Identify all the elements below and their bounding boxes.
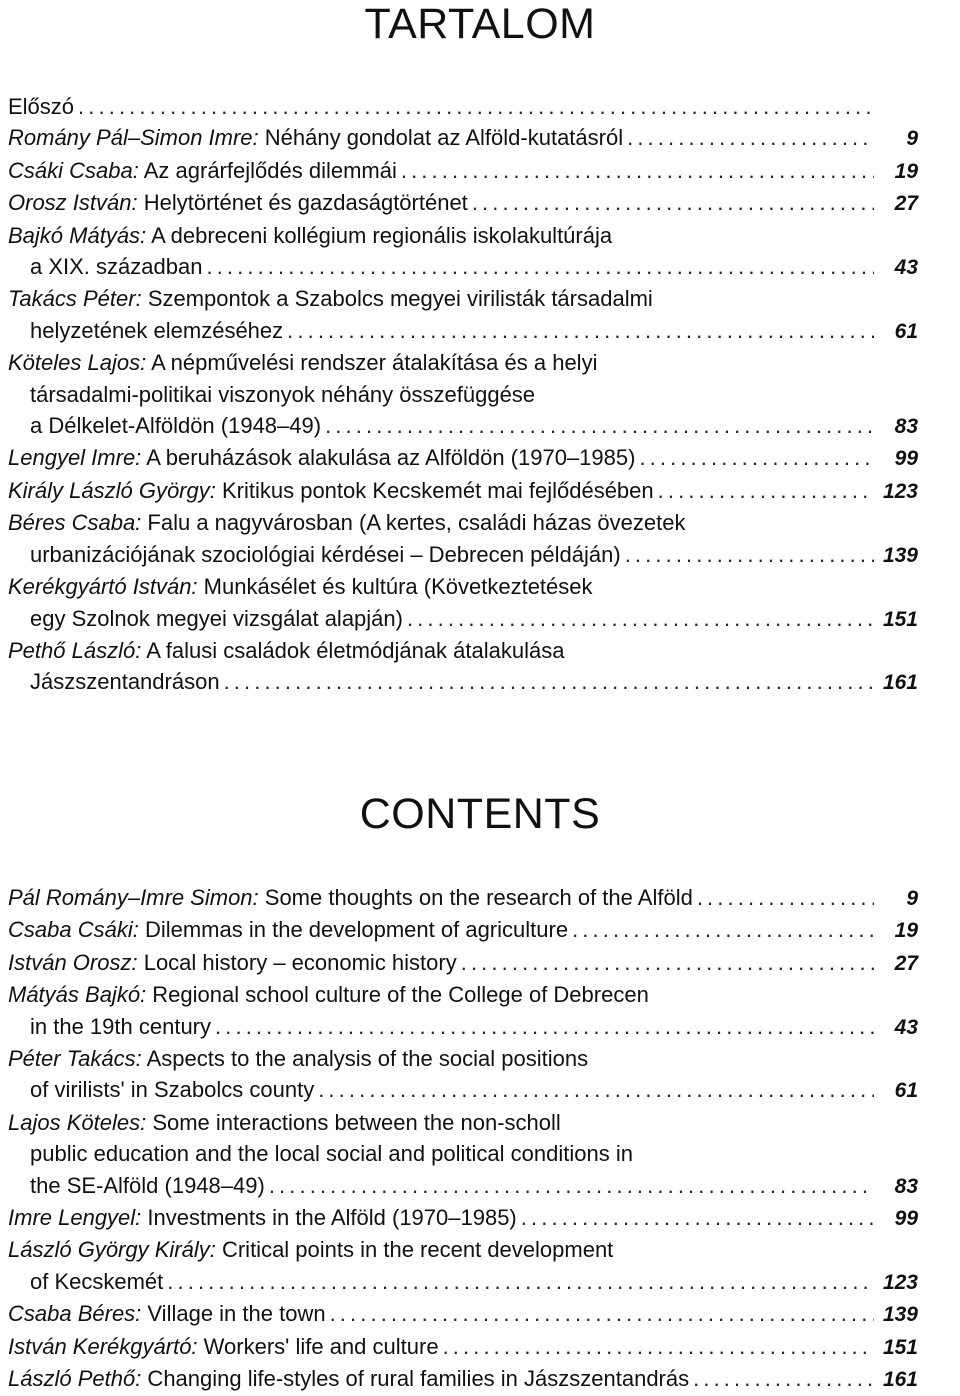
toc-entry[interactable] xyxy=(8,1043,918,1107)
entry-title-text: társadalmi-politikai viszonyok néhány összefüggése xyxy=(30,381,536,407)
dot-leader xyxy=(693,1363,874,1394)
page-number: 83 xyxy=(894,415,918,439)
entry-author: Köteles Lajos: xyxy=(8,350,147,376)
entry-final-line xyxy=(8,187,918,219)
entry-author: Csaba Csáki: xyxy=(8,917,139,943)
entry-title-text: Szempontok a Szabolcs megyei virilisták társadalmi xyxy=(141,286,653,312)
entry-final-line xyxy=(8,122,918,154)
entry-title-line xyxy=(8,571,918,602)
page-number: 19 xyxy=(894,159,918,183)
entry-title-text: egy Szolnok megyei vizsgálat alapján) xyxy=(30,605,403,631)
entry-title xyxy=(8,1298,326,1329)
entry-title xyxy=(8,122,623,153)
entry-title-line xyxy=(8,220,918,251)
entry-final-line xyxy=(8,914,918,946)
page-number: 161 xyxy=(882,671,918,695)
entry-title xyxy=(30,1170,265,1201)
entry-title xyxy=(30,666,220,697)
entry-title xyxy=(8,442,635,473)
dot-leader xyxy=(443,1331,874,1362)
entry-author: Takács Péter: xyxy=(8,286,142,312)
entry-final-line xyxy=(8,1074,918,1106)
entry-title-text: A népművelési rendszer átalakítása és a helyi xyxy=(146,350,598,376)
dot-leader xyxy=(472,187,874,218)
entry-final-line xyxy=(8,947,918,979)
dot-leader xyxy=(658,475,874,506)
entry-title-line xyxy=(8,1107,918,1138)
entry-title-text: Az agrárfejlődés dilemmái xyxy=(138,157,397,183)
entry-title-text: Regional school culture of the College of Debrecen xyxy=(146,982,649,1008)
dot-leader xyxy=(287,315,874,346)
toc-entry[interactable] xyxy=(8,914,918,946)
entry-final-line xyxy=(8,475,918,507)
entry-final-line xyxy=(8,91,918,122)
dot-leader xyxy=(521,1202,874,1233)
entry-title-text: helyzetének elemzéséhez xyxy=(30,317,284,343)
entry-title-text: A falusi családok életmódjának átalakulása xyxy=(141,637,565,663)
dot-leader xyxy=(407,603,874,634)
entry-title xyxy=(8,155,397,186)
page-number: 27 xyxy=(894,192,918,216)
page-number: 61 xyxy=(894,319,918,343)
dot-leader xyxy=(627,122,874,153)
entry-author: István Orosz: xyxy=(8,949,138,975)
entry-author: Romány Pál–Simon Imre: xyxy=(8,125,259,151)
toc-entry[interactable] xyxy=(8,475,918,507)
dot-leader xyxy=(318,1074,874,1105)
dot-leader xyxy=(215,1011,874,1042)
entry-final-line xyxy=(8,666,918,698)
entry-title xyxy=(8,1331,439,1362)
entry-title-text: A beruházások alakulása az Alföldön (1970–1985) xyxy=(141,445,636,471)
entry-title-text: Aspects to the analysis of the social positions xyxy=(141,1046,589,1072)
entry-title-text: Dilemmas in the development of agriculture xyxy=(138,917,569,943)
page-number: 83 xyxy=(894,1174,918,1198)
entry-title xyxy=(8,91,74,122)
entry-author: Király László György: xyxy=(8,477,216,503)
entry-title xyxy=(30,1011,211,1042)
entry-author: Bajkó Mátyás: xyxy=(8,222,147,248)
page-number: 9 xyxy=(906,127,918,151)
entry-author: István Kerékgyártó: xyxy=(8,1333,198,1359)
page-number: 151 xyxy=(882,1335,918,1359)
entry-title-text: Munkásélet és kultúra (Következtetések xyxy=(197,574,593,600)
toc-entry[interactable] xyxy=(8,220,918,284)
page-number: 151 xyxy=(882,607,918,631)
dot-leader xyxy=(572,914,874,945)
entry-title-text: of Kecskemét xyxy=(30,1268,164,1294)
entry-title xyxy=(8,475,654,506)
entry-final-line xyxy=(8,251,918,283)
entry-final-line xyxy=(8,1298,918,1330)
dot-leader xyxy=(330,1298,874,1329)
entry-title xyxy=(30,1266,163,1297)
entry-title-line xyxy=(8,1138,918,1169)
toc-entry[interactable] xyxy=(8,1107,918,1202)
page-number: 99 xyxy=(894,1207,918,1231)
entry-author: Imre Lengyel: xyxy=(8,1205,142,1231)
entry-title-text: Kritikus pontok Kecskemét mai fejlődésében xyxy=(215,477,654,503)
entry-title xyxy=(8,947,457,978)
entry-final-line xyxy=(8,1331,918,1363)
entry-title-text: public education and the local social and political conditions in xyxy=(30,1141,633,1167)
entry-author: Pethő László: xyxy=(8,637,142,663)
entry-title-text: Critical points in the recent development xyxy=(215,1237,614,1263)
entry-title xyxy=(30,603,403,634)
toc-entry[interactable] xyxy=(8,187,918,219)
toc-entry[interactable] xyxy=(8,571,918,635)
dot-leader xyxy=(639,442,874,473)
entry-final-line xyxy=(8,410,918,442)
page-number: 123 xyxy=(882,1270,918,1294)
entry-title-line xyxy=(8,1043,918,1074)
entry-title-text: A debreceni kollégium regionális iskolakultúrája xyxy=(146,222,613,248)
page-number: 19 xyxy=(894,919,918,943)
toc-entry[interactable] xyxy=(8,947,918,979)
dot-leader xyxy=(78,91,874,122)
toc-entry[interactable] xyxy=(8,1363,918,1395)
entry-title xyxy=(8,914,568,945)
dot-leader xyxy=(167,1266,874,1297)
dot-leader xyxy=(625,539,874,570)
entry-title-text: Some interactions between the non-scholl xyxy=(146,1109,561,1135)
toc-entry[interactable] xyxy=(8,155,918,187)
entry-final-line xyxy=(8,1363,918,1395)
entry-title xyxy=(30,251,202,282)
page-number: 61 xyxy=(894,1079,918,1103)
entry-title-text: Changing life-styles of rural families in Jászszentandrás xyxy=(141,1366,690,1392)
entry-title xyxy=(8,1202,517,1233)
dot-leader xyxy=(206,251,874,282)
entry-title xyxy=(30,410,321,441)
toc-entry[interactable] xyxy=(8,442,918,474)
toc-entry[interactable] xyxy=(8,91,918,122)
page-number: 43 xyxy=(894,1015,918,1039)
entry-final-line xyxy=(8,1011,918,1043)
toc-entry[interactable] xyxy=(8,122,918,154)
entry-author: Csáki Csaba: xyxy=(8,157,139,183)
page-number: 43 xyxy=(894,256,918,280)
toc-entry[interactable] xyxy=(8,882,918,914)
heading-contents: CONTENTS xyxy=(359,790,601,838)
toc-entry[interactable] xyxy=(8,507,918,571)
toc-entry[interactable] xyxy=(8,1298,918,1330)
entry-author: Lengyel Imre: xyxy=(8,445,142,471)
entry-title-text: Falu a nagyvárosban (A kertes, családi házas övezetek xyxy=(141,510,686,536)
entry-final-line xyxy=(8,882,918,914)
toc-entry[interactable] xyxy=(8,1331,918,1363)
heading-tartalom: TARTALOM xyxy=(364,0,596,48)
entry-title-line xyxy=(8,507,918,538)
entry-author: László György Király: xyxy=(8,1237,216,1263)
entry-title-text: Néhány gondolat az Alföld-kutatásról xyxy=(258,125,624,151)
page-number: 139 xyxy=(882,543,918,567)
entry-final-line xyxy=(8,1266,918,1298)
toc-entry[interactable] xyxy=(8,1202,918,1234)
entry-title-text: Jászszentandráson xyxy=(30,669,220,695)
entry-final-line xyxy=(8,442,918,474)
entry-title-line xyxy=(8,635,918,666)
entry-title-text: Investments in the Alföld (1970–1985) xyxy=(141,1205,517,1231)
entry-title xyxy=(8,1363,689,1394)
entry-title xyxy=(8,187,468,218)
entry-title-line xyxy=(8,283,918,314)
toc-entry[interactable] xyxy=(8,1234,918,1298)
page-number: 139 xyxy=(882,1303,918,1327)
entry-title-text: Előszó xyxy=(8,94,75,119)
entry-title-text: a Délkelet-Alföldön (1948–49) xyxy=(30,413,322,439)
entry-title-line xyxy=(8,1234,918,1265)
entry-final-line xyxy=(8,603,918,635)
entry-author: Kerékgyártó István: xyxy=(8,574,198,600)
entry-title-text: a XIX. században xyxy=(30,254,203,280)
entry-author: Péter Takács: xyxy=(8,1046,142,1072)
dot-leader xyxy=(325,410,874,441)
toc-entry[interactable] xyxy=(8,283,918,347)
entry-author: László Pethő: xyxy=(8,1366,142,1392)
entry-title xyxy=(8,882,693,913)
page-number: 123 xyxy=(882,479,918,503)
entry-title xyxy=(30,539,621,570)
page-number: 27 xyxy=(894,951,918,975)
toc-entry[interactable] xyxy=(8,635,918,699)
entry-title-text: urbanizációjának szociológiai kérdései – Debrecen példáján) xyxy=(30,541,621,567)
entry-title-text: in the 19th century xyxy=(30,1013,212,1039)
entry-title-text: the SE-Alföld (1948–49) xyxy=(30,1172,265,1198)
entry-author: Béres Csaba: xyxy=(8,510,142,536)
entry-author: Pál Romány–Imre Simon: xyxy=(8,885,259,910)
entry-final-line xyxy=(8,1202,918,1234)
entry-final-line xyxy=(8,155,918,187)
page-number: 99 xyxy=(894,447,918,471)
entry-title-text: Workers' life and culture xyxy=(197,1333,439,1359)
entry-title-text: Helytörténet és gazdaságtörténet xyxy=(137,190,468,216)
entry-title-line xyxy=(8,379,918,410)
entry-final-line xyxy=(8,539,918,571)
entry-title-text: of virilists' in Szabolcs county xyxy=(30,1077,315,1103)
dot-leader xyxy=(224,666,874,697)
entry-author: Lajos Köteles: xyxy=(8,1109,147,1135)
toc-entry[interactable] xyxy=(8,979,918,1043)
toc-entry[interactable] xyxy=(8,347,918,442)
entry-final-line xyxy=(8,315,918,347)
dot-leader xyxy=(401,155,874,186)
entry-title-text: Village in the town xyxy=(141,1301,326,1327)
toc-hungarian xyxy=(8,91,918,699)
entry-title xyxy=(30,1074,314,1105)
entry-author: Mátyás Bajkó: xyxy=(8,982,147,1008)
page-number: 9 xyxy=(906,887,918,910)
entry-title-text: Local history – economic history xyxy=(137,949,457,975)
entry-final-line xyxy=(8,1170,918,1202)
dot-leader xyxy=(697,882,874,913)
entry-title-text: Some thoughts on the research of the Alföld xyxy=(258,885,693,910)
entry-author: Orosz István: xyxy=(8,190,138,216)
entry-title xyxy=(30,315,283,346)
toc-english xyxy=(8,882,918,1396)
dot-leader xyxy=(461,947,874,978)
entry-title-line xyxy=(8,347,918,378)
entry-author: Csaba Béres: xyxy=(8,1301,142,1327)
dot-leader xyxy=(269,1170,874,1201)
page-number: 161 xyxy=(882,1368,918,1392)
entry-title-line xyxy=(8,979,918,1010)
